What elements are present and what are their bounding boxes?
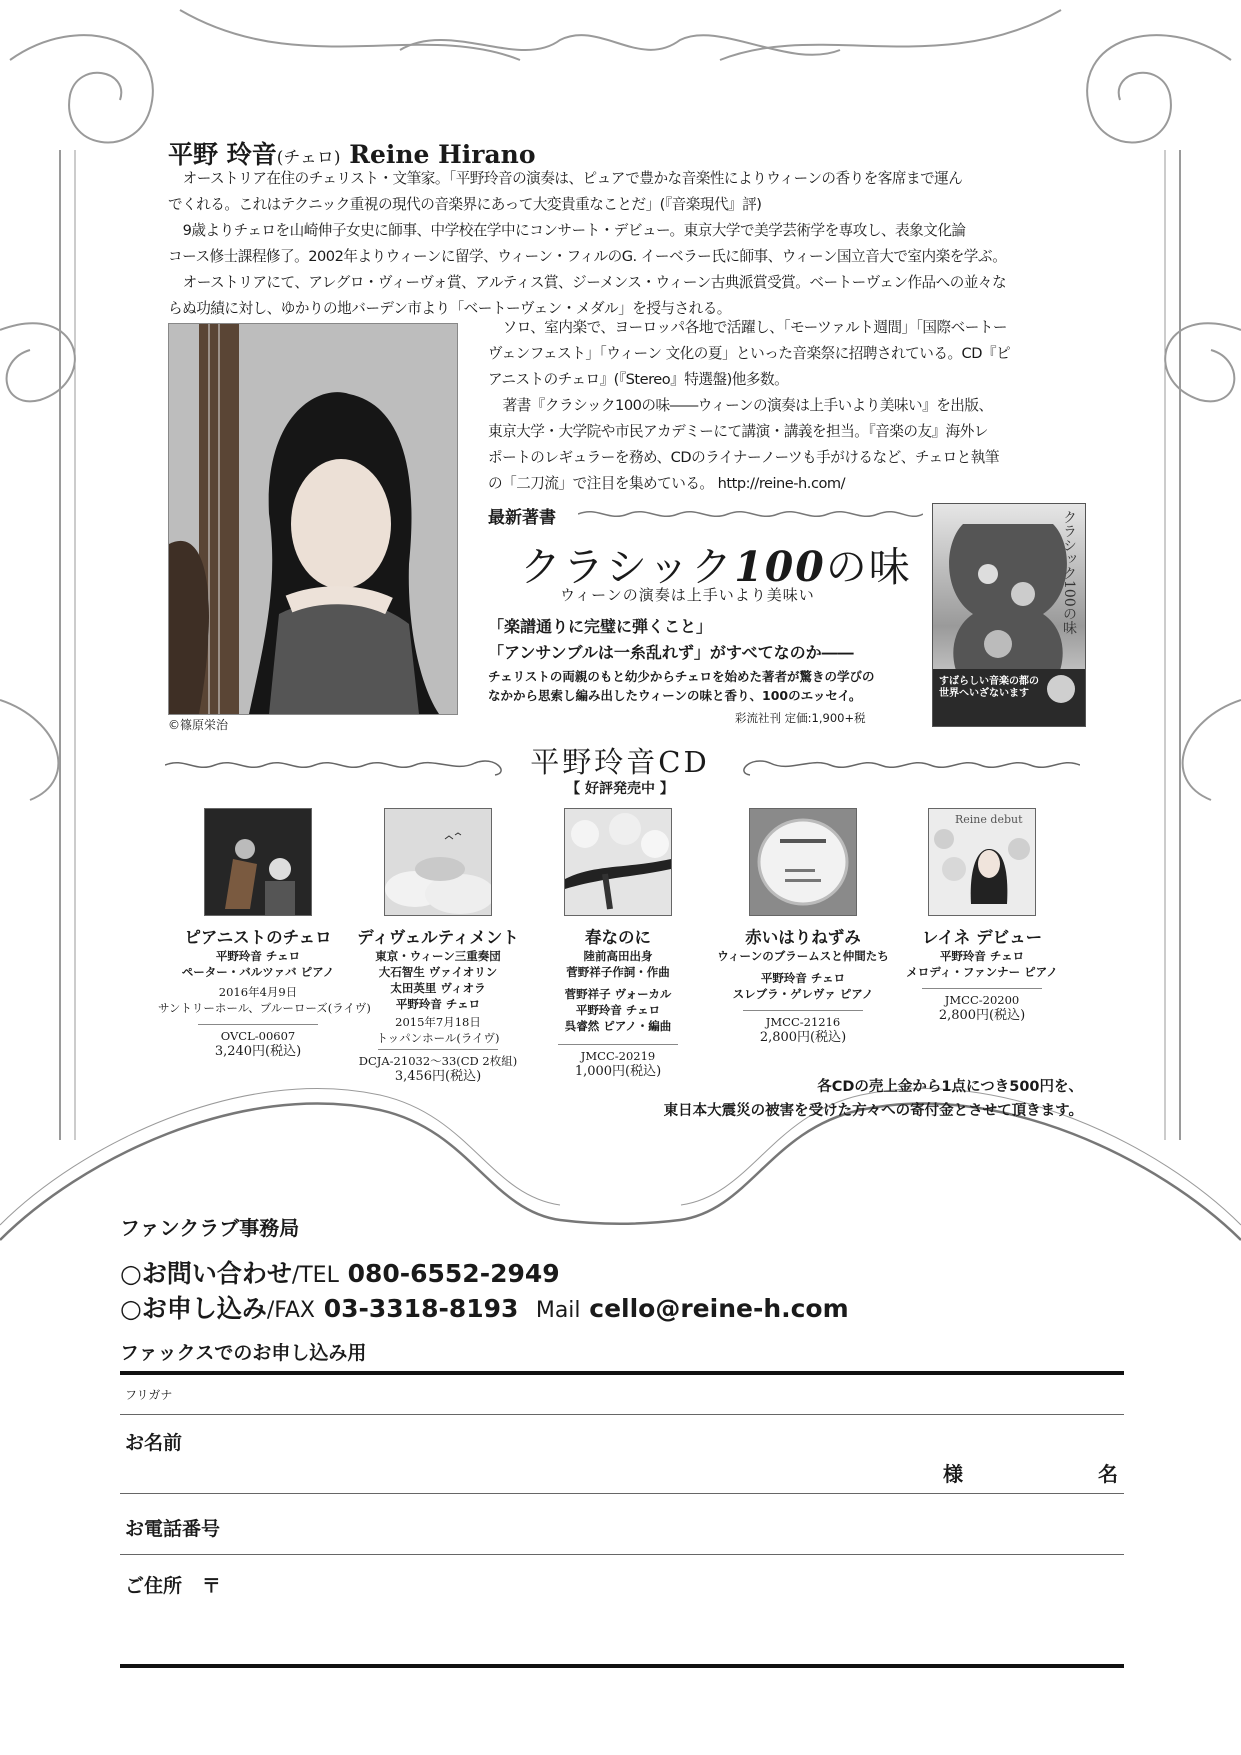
name-label: お名前 <box>125 1432 183 1454</box>
book-description: チェリストの両親のもと幼少からチェロを始めた著者が驚きの学びの なかから思索し編み出したウィーンの味と香り、100のエッセイ。 <box>488 669 875 703</box>
cd-performer: スレブラ・ゲレヴァ ピアノ <box>732 987 874 1001</box>
cd-cover <box>928 808 1036 916</box>
cd-item-divertimento <box>338 808 538 1085</box>
book-title: クラシック100の味 <box>520 543 912 591</box>
cd-title: ピアニストのチェロ <box>184 928 332 947</box>
cd-title: ディヴェルティメント <box>357 928 519 947</box>
cd-item-pianist-cello <box>158 808 371 1060</box>
cd-credit: 菅野祥子作詞・作曲 <box>566 965 670 979</box>
cd-date: 2015年7月18日 <box>395 1015 481 1029</box>
furigana-label: フリガナ <box>125 1388 173 1402</box>
cd-title: 赤いはりねずみ <box>745 928 861 947</box>
cd-venue: トッパンホール(ライヴ) <box>376 1031 500 1045</box>
cd-title: レイネ デビュー <box>921 928 1043 947</box>
cd-price: 1,000円(税込) <box>574 1064 662 1079</box>
form-rule <box>120 1414 1124 1415</box>
cd-cover <box>564 808 672 916</box>
portrait-photo <box>168 323 458 715</box>
book-price: 彩流社刊 定価:1,900+税 <box>735 711 866 725</box>
contact-fax: ○お申し込み/FAX 03-3318-8193 Mail cello@reine-h.com <box>120 1294 849 1323</box>
cover-title: クラシック100の味 <box>1061 510 1077 635</box>
postal-mark: 〒 <box>201 1575 221 1597</box>
cd-cover <box>204 808 312 916</box>
contact-tel: ○お問い合わせ/TEL 080-6552-2949 <box>120 1259 560 1288</box>
book-heading-flourish <box>578 506 923 522</box>
sama-label: 様 <box>943 1462 963 1486</box>
form-rule <box>120 1493 1124 1494</box>
cd-code: DCJA-21032〜33(CD 2枚組) <box>358 1054 518 1068</box>
cd-code: JMCC-20219 <box>580 1049 656 1063</box>
cd-performer: 菅野祥子 ヴォーカル <box>564 987 672 1001</box>
form-bottom-rule <box>120 1664 1124 1668</box>
book-heading: 最新著書 <box>488 508 556 528</box>
phone-label: お電話番号 <box>125 1518 221 1540</box>
fax-number[interactable]: 03-3318-8193 <box>323 1294 519 1323</box>
cd-price: 2,800円(税込) <box>759 1030 847 1045</box>
fax-form-heading: ファックスでのお申し込み用 <box>120 1342 367 1364</box>
book-cover <box>932 503 1086 727</box>
cd-title: 春なのに <box>585 928 651 947</box>
mei-label: 名 <box>1098 1462 1118 1486</box>
book-quote-1: 「楽譜通りに完璧に弾くこと」 <box>488 617 713 636</box>
bio-right: ソロ、室内楽で、ヨーロッパ各地で活躍し、「モーツァルト週間」「国際ベートー ヴェンフェスト」「ウィーン 文化の夏」といった音楽祭に招聘されている。CD『ピ アニストのチェロ』(『Stereo』特選盤)他多数。 著書『クラシック100の味――ウィーンの演奏は上手いより美味い』を出版、 東京大学・大学院や市民アカデミーにて講演・講義を担当。『音楽の友』海外レ ポートのレギュラーを務め、CDのライナーノーツも手がけるなど、チェロと執筆 の「二刀流」で注目を集めている。 http://reine-h.com/ <box>488 319 1011 492</box>
cd-subtitle: ウィーンのブラームスと仲間たち <box>717 949 889 963</box>
cd-cover <box>749 808 857 916</box>
cd-flourish-left <box>165 753 510 777</box>
cd-performer: メロディ・ファンナー ピアノ <box>906 965 1058 979</box>
donation-notice: 各CDの売上金から1点につき500円を、 東日本大震災の被害を受けた方々への寄付金とさせて頂きます。 <box>663 1079 1083 1119</box>
cd-performer: 平野玲音 チェロ <box>760 971 846 985</box>
cd-item-reine-debut <box>882 808 1082 1024</box>
cd-performer: ペーター・バルツァバ ピアノ <box>181 965 335 979</box>
cd-code: JMCC-20200 <box>944 993 1020 1007</box>
tel-number[interactable]: 080-6552-2949 <box>347 1259 560 1288</box>
cd-performer: 平野玲音 チェロ <box>395 997 481 1011</box>
cd-price: 3,240円(税込) <box>214 1044 302 1059</box>
form-top-rule <box>120 1371 1124 1375</box>
book-subtitle: ウィーンの演奏は上手いより美味い <box>560 586 815 604</box>
bio-top: オーストリア在住のチェリスト・文筆家。「平野玲音の演奏は、ピュアで豊かな音楽性によりウィーンの香りを客席まで運ん でくれる。これはテクニック重視の現代の音楽界にあって大変貴重なことだ」(『音楽現代』評) 9歳よりチェロを山崎伸子女史に師事、中学校在学中にコンサート・デビュー。東京大学で美学芸術学を専攻し、表象文化論 コース修士課程修了。2002年よりウィーンに留学、ウィーン・フィルのG. イーベラー氏に師事、ウィーン国立音大で室内楽を学ぶ。 オーストリアにて、アレグロ・ヴィーヴォ賞、アルティス賞、ジーメンス・ウィーン古典派賞受賞。ベートーヴェン作品への並々な らぬ功績に対し、ゆかりの地バーデン市より「ベートーヴェン・メダル」を授与される。 <box>168 170 1007 317</box>
cd-performer: 平野玲音 チェロ <box>215 949 301 963</box>
cd-section-subtitle: 【 好評発売中 】 <box>566 781 674 797</box>
cd-cover-text: Reine debut <box>955 813 1023 826</box>
cd-cover <box>384 808 492 916</box>
cd-performer: 平野玲音 チェロ <box>575 1003 661 1017</box>
cd-flourish-right <box>735 753 1080 777</box>
cd-performer: 大石智生 ヴァイオリン <box>378 965 498 979</box>
cd-section-title: 平野玲音CD <box>530 745 710 779</box>
cd-code: JMCC-21216 <box>765 1015 841 1029</box>
photo-credit: ©篠原栄治 <box>168 718 229 732</box>
cd-credit: 陸前高田出身 <box>583 949 653 963</box>
address-label: ご住所 〒 <box>125 1575 221 1597</box>
cd-price: 2,800円(税込) <box>938 1008 1026 1023</box>
fanclub-title: ファンクラブ事務局 <box>120 1216 300 1240</box>
cd-price: 3,456円(税込) <box>394 1069 482 1084</box>
cd-venue: サントリーホール、ブルーローズ(ライヴ) <box>158 1001 371 1015</box>
cd-item-haru-nanoni <box>518 808 718 1080</box>
cd-date: 2016年4月9日 <box>218 985 298 999</box>
mail-address[interactable]: cello@reine-h.com <box>589 1294 849 1323</box>
cd-code: OVCL-00607 <box>220 1029 296 1043</box>
cd-performer: 東京・ウィーン三重奏団 <box>375 949 501 963</box>
book-quote-2: 「アンサンブルは一糸乱れず」がすべてなのか―― <box>488 643 854 662</box>
cd-performer: 平野玲音 チェロ <box>939 949 1025 963</box>
cd-performer: 呉睿然 ピアノ・編曲 <box>564 1019 672 1033</box>
cd-item-akai-harinezumi <box>703 808 903 1046</box>
profile-name: 平野 玲音(チェロ) Reine Hirano <box>168 140 536 169</box>
cd-performer: 太田英里 ヴィオラ <box>390 981 486 995</box>
cover-band: すばらしい音楽の都の世界へいざないます <box>939 676 1039 699</box>
form-rule <box>120 1554 1124 1555</box>
